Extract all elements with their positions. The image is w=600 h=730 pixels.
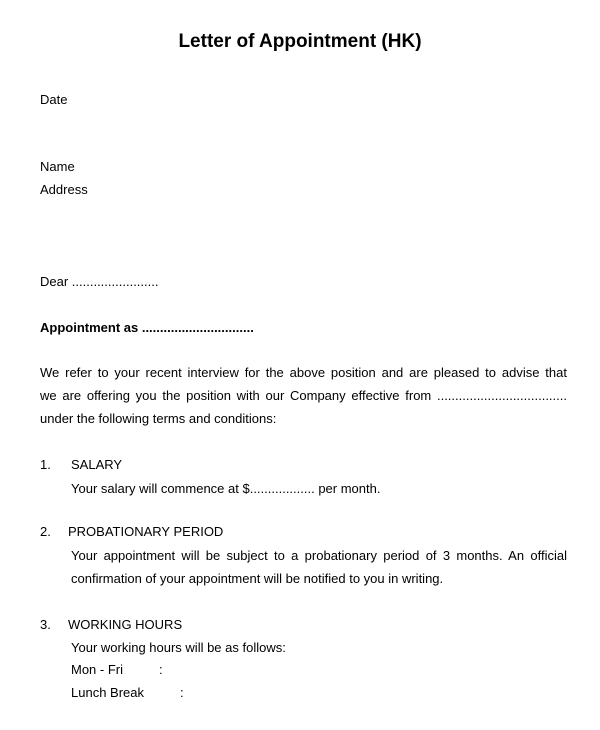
section-text: Your working hours will be as follows:: [71, 640, 286, 655]
section-number: 3.: [40, 617, 51, 632]
schedule-label-mon-fri: Mon - Fri: [71, 662, 123, 677]
intro-line-1: We refer to your recent interview for the above position and are pleased to advise that: [40, 365, 567, 380]
schedule-separator: :: [159, 662, 163, 677]
intro-line-2: we are offering you the position with our Company effective from ....................................: [40, 388, 567, 403]
section-heading: PROBATIONARY PERIOD: [68, 524, 224, 539]
section-text: Your salary will commence at $.................. per month.: [71, 481, 381, 496]
name-label: Name: [40, 159, 75, 174]
date-label: Date: [40, 92, 68, 107]
section-text: Your appointment will be subject to a probationary period of 3 months. An official: [71, 548, 567, 563]
schedule-separator: :: [180, 685, 184, 700]
section-text: confirmation of your appointment will be notified to you in writing.: [71, 571, 444, 586]
section-number: 2.: [40, 524, 51, 539]
schedule-label-lunch-break: Lunch Break: [71, 685, 144, 700]
document-title: Letter of Appointment (HK): [178, 31, 422, 52]
intro-line-3: under the following terms and conditions:: [40, 411, 277, 426]
section-number: 1.: [40, 457, 51, 472]
section-heading: SALARY: [71, 457, 123, 472]
address-label: Address: [40, 182, 88, 197]
salutation: Dear ........................: [40, 274, 159, 289]
section-heading: WORKING HOURS: [68, 617, 183, 632]
appointment-as: Appointment as ...............................: [40, 320, 254, 335]
